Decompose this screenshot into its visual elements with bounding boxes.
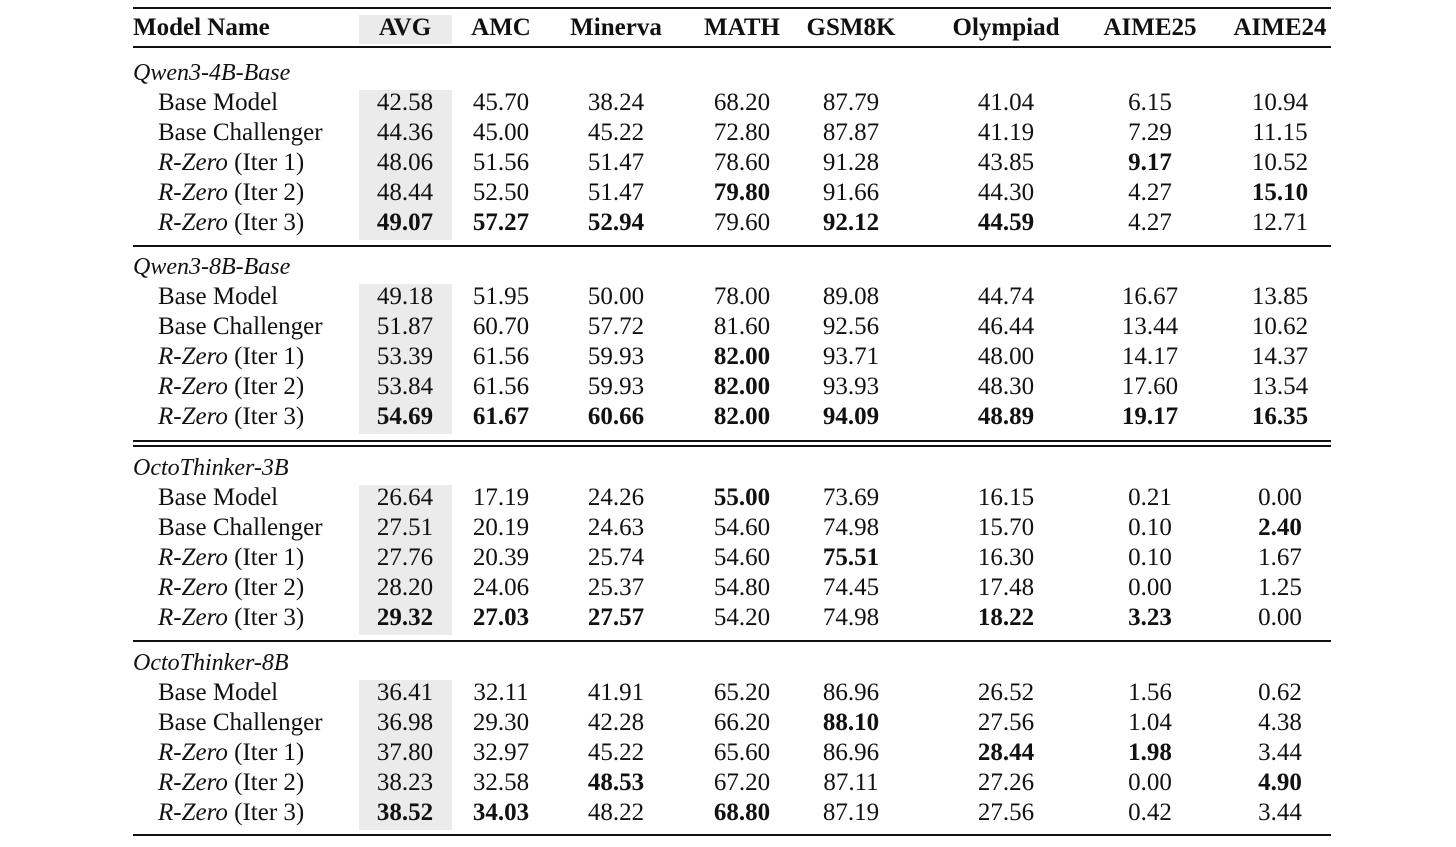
cell-aime24: 12.71 (1251, 209, 1309, 236)
row-label-method: R-Zero (158, 739, 228, 766)
cell-math: 72.80 (713, 119, 771, 146)
cell-aime25: 1.56 (1128, 679, 1172, 706)
cell-avg: 53.84 (376, 373, 434, 400)
row-label (158, 573, 304, 603)
cell-gsm8k: 75.51 (822, 544, 880, 571)
cell-aime24: 13.54 (1251, 373, 1309, 400)
cell-aime25: 1.04 (1128, 709, 1172, 736)
row-label-method: R-Zero (158, 544, 228, 571)
cell-gsm8k: 89.08 (822, 283, 880, 310)
cell-avg: 36.41 (376, 679, 434, 706)
cell-minerva: 51.47 (587, 179, 645, 206)
cell-olympiad: 17.48 (977, 574, 1035, 601)
cell-aime25: 0.10 (1128, 544, 1172, 571)
cell-minerva: 24.26 (587, 484, 645, 511)
cell-minerva: 25.74 (587, 544, 645, 571)
table-row (133, 513, 1331, 543)
cell-gsm8k: 92.56 (822, 313, 880, 340)
column-header-amc: AMC (471, 14, 531, 41)
cell-avg: 28.20 (376, 574, 434, 601)
cell-amc: 60.70 (472, 313, 530, 340)
cell-avg: 51.87 (376, 313, 434, 340)
cell-minerva: 51.47 (587, 149, 645, 176)
cell-minerva: 50.00 (587, 283, 645, 310)
cell-gsm8k: 88.10 (822, 709, 880, 736)
cell-aime24: 4.38 (1258, 709, 1302, 736)
cell-aime25: 0.10 (1128, 514, 1172, 541)
cell-aime24: 10.62 (1251, 313, 1309, 340)
row-label-method: R-Zero (158, 799, 228, 826)
cell-math: 54.20 (713, 604, 771, 631)
row-label-iter: (Iter 1) (227, 739, 305, 766)
cell-avg: 38.52 (376, 799, 434, 826)
row-label (158, 402, 304, 432)
cell-math: 54.60 (713, 544, 771, 571)
cell-aime24: 15.10 (1251, 179, 1309, 206)
cell-olympiad: 41.04 (977, 89, 1035, 116)
column-header-avg: AVG (378, 14, 432, 41)
cell-aime25: 0.42 (1128, 799, 1172, 826)
cell-aime24: 0.00 (1258, 604, 1302, 631)
table-row (133, 118, 1331, 148)
cell-olympiad: 15.70 (977, 514, 1035, 541)
cell-minerva: 52.94 (587, 209, 645, 236)
cell-olympiad: 48.89 (977, 403, 1035, 430)
cell-math: 65.60 (713, 739, 771, 766)
cell-amc: 45.00 (472, 119, 530, 146)
column-header-olympiad: Olympiad (952, 14, 1060, 41)
table-row (133, 342, 1331, 372)
cell-amc: 27.03 (472, 604, 530, 631)
cell-amc: 20.39 (472, 544, 530, 571)
cell-avg: 36.98 (376, 709, 434, 736)
cell-aime25: 17.60 (1121, 373, 1179, 400)
row-label-iter: (Iter 3) (227, 209, 305, 236)
row-label (158, 603, 304, 633)
row-label: Base Challenger (158, 313, 323, 340)
table-rule (133, 245, 1331, 247)
table-row (133, 678, 1331, 708)
column-header-gsm8k: GSM8K (806, 14, 896, 41)
row-label: Base Challenger (158, 119, 323, 146)
row-label: Base Challenger (158, 709, 323, 736)
header-row (133, 13, 1331, 43)
row-label-iter: (Iter 2) (227, 179, 305, 206)
cell-aime25: 1.98 (1128, 739, 1172, 766)
cell-math: 67.20 (713, 769, 771, 796)
table-row (133, 372, 1331, 402)
cell-avg: 53.39 (376, 343, 434, 370)
cell-olympiad: 16.15 (977, 484, 1035, 511)
cell-aime24: 16.35 (1251, 403, 1309, 430)
row-label: Base Challenger (158, 514, 323, 541)
cell-math: 82.00 (713, 403, 771, 430)
group-title: OctoThinker-3B (133, 455, 289, 481)
cell-aime24: 0.62 (1258, 679, 1302, 706)
row-label-method: R-Zero (158, 574, 228, 601)
cell-olympiad: 26.52 (977, 679, 1035, 706)
cell-aime24: 13.85 (1251, 283, 1309, 310)
row-label: Base Model (158, 89, 279, 116)
cell-olympiad: 41.19 (977, 119, 1035, 146)
cell-aime24: 4.90 (1258, 769, 1302, 796)
cell-amc: 32.58 (472, 769, 530, 796)
cell-amc: 57.27 (472, 209, 530, 236)
cell-gsm8k: 73.69 (822, 484, 880, 511)
cell-olympiad: 18.22 (977, 604, 1035, 631)
cell-aime25: 3.23 (1128, 604, 1172, 631)
cell-aime25: 14.17 (1121, 343, 1179, 370)
row-label-iter: (Iter 3) (227, 403, 305, 430)
cell-olympiad: 28.44 (977, 739, 1035, 766)
row-label (158, 148, 304, 178)
cell-gsm8k: 91.66 (822, 179, 880, 206)
row-label (158, 372, 304, 402)
cell-avg: 26.64 (376, 484, 434, 511)
cell-aime24: 1.67 (1258, 544, 1302, 571)
cell-amc: 61.56 (472, 343, 530, 370)
cell-math: 79.80 (713, 179, 771, 206)
cell-amc: 24.06 (472, 574, 530, 601)
cell-math: 65.20 (713, 679, 771, 706)
cell-gsm8k: 94.09 (822, 403, 880, 430)
row-label-iter: (Iter 2) (227, 769, 305, 796)
cell-minerva: 48.53 (587, 769, 645, 796)
cell-math: 82.00 (713, 343, 771, 370)
cell-gsm8k: 93.71 (822, 343, 880, 370)
cell-avg: 44.36 (376, 119, 434, 146)
cell-avg: 48.44 (376, 179, 434, 206)
cell-aime24: 0.00 (1258, 484, 1302, 511)
cell-avg: 27.51 (376, 514, 434, 541)
table-row (133, 768, 1331, 798)
cell-avg: 37.80 (376, 739, 434, 766)
row-label (158, 738, 304, 768)
cell-gsm8k: 92.12 (822, 209, 880, 236)
column-header-model-name: Model Name (133, 14, 270, 41)
row-label-method: R-Zero (158, 769, 228, 796)
row-label-iter: (Iter 1) (227, 149, 305, 176)
cell-minerva: 25.37 (587, 574, 645, 601)
cell-minerva: 41.91 (587, 679, 645, 706)
table-row (133, 148, 1331, 178)
cell-olympiad: 43.85 (977, 149, 1035, 176)
cell-aime25: 7.29 (1128, 119, 1172, 146)
cell-aime24: 10.94 (1251, 89, 1309, 116)
cell-aime25: 0.00 (1128, 769, 1172, 796)
cell-gsm8k: 74.98 (822, 514, 880, 541)
row-label (158, 543, 304, 573)
cell-amc: 32.11 (473, 679, 529, 706)
row-label-method: R-Zero (158, 209, 228, 236)
cell-gsm8k: 74.45 (822, 574, 880, 601)
cell-amc: 51.95 (472, 283, 530, 310)
row-label: Base Model (158, 283, 279, 310)
cell-olympiad: 27.56 (977, 799, 1035, 826)
cell-aime25: 6.15 (1128, 89, 1172, 116)
cell-amc: 32.97 (472, 739, 530, 766)
cell-math: 66.20 (713, 709, 771, 736)
cell-aime24: 10.52 (1251, 149, 1309, 176)
row-label-method: R-Zero (158, 149, 228, 176)
cell-avg: 29.32 (376, 604, 434, 631)
cell-gsm8k: 87.87 (822, 119, 880, 146)
table-row (133, 312, 1331, 342)
cell-olympiad: 44.30 (977, 179, 1035, 206)
cell-aime25: 0.21 (1128, 484, 1172, 511)
cell-aime24: 3.44 (1258, 799, 1302, 826)
row-label-iter: (Iter 1) (227, 544, 305, 571)
row-label-method: R-Zero (158, 343, 228, 370)
table-row (133, 573, 1331, 603)
table-rule (133, 834, 1331, 836)
table-rule (133, 440, 1331, 442)
cell-math: 81.60 (713, 313, 771, 340)
cell-math: 78.60 (713, 149, 771, 176)
cell-gsm8k: 86.96 (822, 739, 880, 766)
column-header-aime25: AIME25 (1103, 14, 1197, 41)
cell-minerva: 60.66 (587, 403, 645, 430)
cell-amc: 61.56 (472, 373, 530, 400)
row-label-method: R-Zero (158, 179, 228, 206)
row-label-method: R-Zero (158, 373, 228, 400)
cell-aime24: 11.15 (1252, 119, 1308, 146)
cell-aime25: 16.67 (1121, 283, 1179, 310)
row-label-method: R-Zero (158, 403, 228, 430)
cell-math: 82.00 (713, 373, 771, 400)
cell-math: 54.60 (713, 514, 771, 541)
group-title: Qwen3-4B-Base (133, 60, 291, 86)
table-row (133, 178, 1331, 208)
table-rule (133, 445, 1331, 447)
cell-avg: 38.23 (376, 769, 434, 796)
row-label-iter: (Iter 2) (227, 574, 305, 601)
cell-minerva: 38.24 (587, 89, 645, 116)
cell-minerva: 59.93 (587, 373, 645, 400)
cell-gsm8k: 87.19 (822, 799, 880, 826)
cell-minerva: 59.93 (587, 343, 645, 370)
cell-math: 55.00 (713, 484, 771, 511)
cell-aime24: 1.25 (1258, 574, 1302, 601)
group-title: OctoThinker-8B (133, 650, 289, 676)
table-row (133, 708, 1331, 738)
cell-math: 68.20 (713, 89, 771, 116)
table-rule (133, 7, 1331, 9)
row-label: Base Model (158, 679, 279, 706)
cell-olympiad: 44.59 (977, 209, 1035, 236)
cell-minerva: 27.57 (587, 604, 645, 631)
table-row (133, 208, 1331, 238)
table-row (133, 402, 1331, 432)
table-row (133, 738, 1331, 768)
cell-olympiad: 48.30 (977, 373, 1035, 400)
cell-amc: 20.19 (472, 514, 530, 541)
cell-amc: 17.19 (472, 484, 530, 511)
cell-amc: 61.67 (472, 403, 530, 430)
cell-minerva: 48.22 (587, 799, 645, 826)
cell-gsm8k: 87.11 (823, 769, 879, 796)
row-label (158, 342, 304, 372)
cell-avg: 49.07 (376, 209, 434, 236)
cell-aime24: 3.44 (1258, 739, 1302, 766)
cell-olympiad: 16.30 (977, 544, 1035, 571)
group-title: Qwen3-8B-Base (133, 254, 291, 280)
cell-gsm8k: 86.96 (822, 679, 880, 706)
cell-avg: 27.76 (376, 544, 434, 571)
row-label (158, 178, 304, 208)
cell-gsm8k: 74.98 (822, 604, 880, 631)
cell-olympiad: 27.56 (977, 709, 1035, 736)
cell-avg: 49.18 (376, 283, 434, 310)
cell-amc: 29.30 (472, 709, 530, 736)
cell-math: 78.00 (713, 283, 771, 310)
row-label (158, 798, 304, 828)
table-rule (133, 640, 1331, 642)
table-rule (133, 46, 1331, 48)
table-row (133, 483, 1331, 513)
cell-amc: 34.03 (472, 799, 530, 826)
cell-olympiad: 48.00 (977, 343, 1035, 370)
cell-olympiad: 46.44 (977, 313, 1035, 340)
cell-minerva: 45.22 (587, 119, 645, 146)
cell-minerva: 24.63 (587, 514, 645, 541)
cell-math: 68.80 (713, 799, 771, 826)
row-label (158, 208, 304, 238)
cell-amc: 51.56 (472, 149, 530, 176)
table-row (133, 798, 1331, 828)
row-label-iter: (Iter 2) (227, 373, 305, 400)
cell-amc: 52.50 (472, 179, 530, 206)
cell-aime25: 0.00 (1128, 574, 1172, 601)
table-row (133, 88, 1331, 118)
table-row (133, 543, 1331, 573)
cell-olympiad: 27.26 (977, 769, 1035, 796)
row-label-iter: (Iter 3) (227, 799, 305, 826)
cell-aime25: 4.27 (1128, 179, 1172, 206)
cell-gsm8k: 93.93 (822, 373, 880, 400)
cell-minerva: 57.72 (587, 313, 645, 340)
cell-avg: 42.58 (376, 89, 434, 116)
cell-avg: 54.69 (376, 403, 434, 430)
row-label-iter: (Iter 1) (227, 343, 305, 370)
row-label-iter: (Iter 3) (227, 604, 305, 631)
cell-amc: 45.70 (472, 89, 530, 116)
cell-math: 54.80 (713, 574, 771, 601)
column-header-aime24: AIME24 (1233, 14, 1327, 41)
row-label-method: R-Zero (158, 604, 228, 631)
cell-minerva: 42.28 (587, 709, 645, 736)
cell-aime25: 4.27 (1128, 209, 1172, 236)
cell-aime25: 13.44 (1121, 313, 1179, 340)
cell-aime24: 14.37 (1251, 343, 1309, 370)
cell-avg: 48.06 (376, 149, 434, 176)
cell-minerva: 45.22 (587, 739, 645, 766)
cell-gsm8k: 91.28 (822, 149, 880, 176)
cell-aime25: 19.17 (1121, 403, 1179, 430)
cell-math: 79.60 (713, 209, 771, 236)
column-header-math: MATH (704, 14, 780, 41)
cell-aime25: 9.17 (1128, 149, 1172, 176)
cell-aime24: 2.40 (1258, 514, 1302, 541)
table-row (133, 282, 1331, 312)
cell-gsm8k: 87.79 (822, 89, 880, 116)
row-label (158, 768, 304, 798)
table-row (133, 603, 1331, 633)
row-label: Base Model (158, 484, 279, 511)
cell-olympiad: 44.74 (977, 283, 1035, 310)
column-header-minerva: Minerva (570, 14, 662, 41)
